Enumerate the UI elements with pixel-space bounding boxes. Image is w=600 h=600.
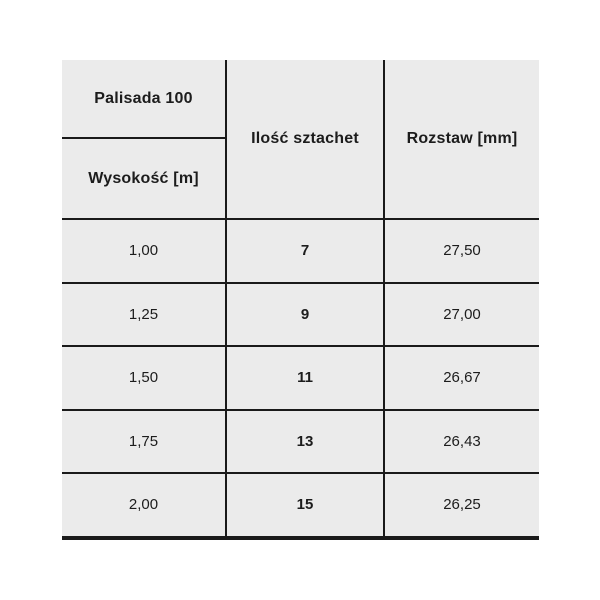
count-cell: 11 (226, 346, 384, 410)
height-cell: 1,00 (62, 219, 226, 283)
height-cell: 1,75 (62, 410, 226, 474)
header-height-cell: Wysokość [m] (62, 138, 226, 219)
spacing-cell: 26,25 (384, 473, 539, 538)
header-row-top (62, 60, 539, 138)
table-row (62, 219, 539, 283)
count-cell: 9 (226, 283, 384, 347)
table-row (62, 346, 539, 410)
table-row (62, 283, 539, 347)
height-cell: 2,00 (62, 473, 226, 538)
header-product-cell: Palisada 100 (62, 60, 226, 138)
count-cell: 7 (226, 219, 384, 283)
spacing-cell: 27,00 (384, 283, 539, 347)
palisada-spec-table (62, 60, 539, 540)
spacing-cell: 26,43 (384, 410, 539, 474)
count-cell: 13 (226, 410, 384, 474)
spacing-cell: 26,67 (384, 346, 539, 410)
header-count-cell: Ilość sztachet (226, 60, 384, 219)
height-cell: 1,25 (62, 283, 226, 347)
table-row (62, 473, 539, 538)
height-cell: 1,50 (62, 346, 226, 410)
header-spacing-cell: Rozstaw [mm] (384, 60, 539, 219)
spacing-cell: 27,50 (384, 219, 539, 283)
table-row (62, 410, 539, 474)
count-cell: 15 (226, 473, 384, 538)
